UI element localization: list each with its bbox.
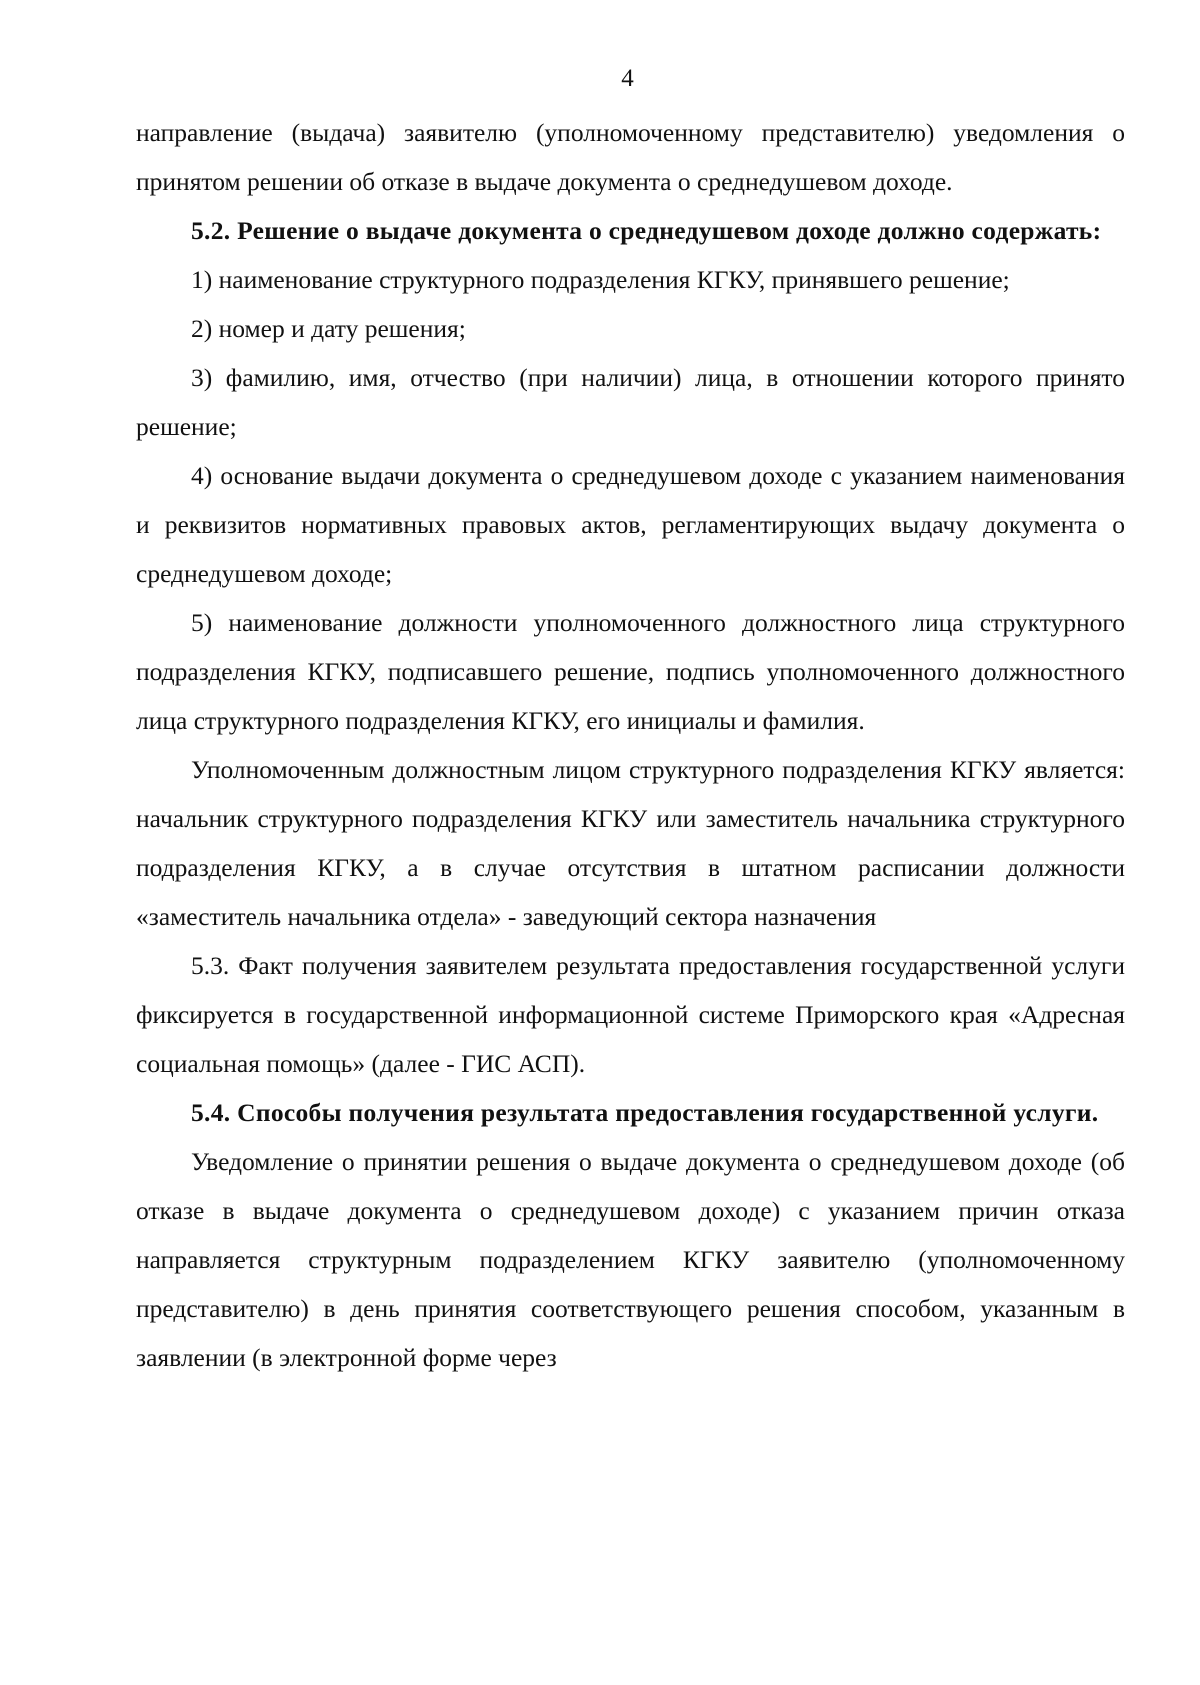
paragraph-5-3: 5.3. Факт получения заявителем результата предоставления государственной услуги фиксируется в государственной информационной системе Приморского края «Адресная социальная помощь» (далее - ГИС АСП). bbox=[136, 951, 1125, 1078]
list-item-3: 3) фамилию, имя, отчество (при наличии) лица, в отношении которого принято решение; bbox=[136, 363, 1125, 441]
page-number: 4 bbox=[621, 65, 634, 92]
list-item-1: 1) наименование структурного подразделения КГКУ, принявшего решение; bbox=[191, 265, 1010, 294]
document-body bbox=[136, 108, 1125, 1382]
list-item-5: 5) наименование должности уполномоченного должностного лица структурного подразделения КГКУ, подписавшего решение, подпись уполномоченного должностного лица структурного подразделения КГКУ, его инициалы и фамилия. bbox=[136, 608, 1125, 735]
paragraph-continuation: направление (выдача) заявителю (уполномоченному представителю) уведомления о принятом решении об отказе в выдаче документа о среднедушевом доходе. bbox=[136, 118, 1125, 196]
paragraph-notification: Уведомление о принятии решения о выдаче документа о среднедушевом доходе (об отказе в выдаче документа о среднедушевом доходе) с указанием причин отказа направляется структурным подразделением КГКУ заявителю (уполномоченному представителю) в день принятия соответствующего решения способом, указанным в заявлении (в электронной форме через bbox=[136, 1147, 1125, 1372]
list-item-4: 4) основание выдачи документа о среднедушевом доходе с указанием наименования и реквизитов нормативных правовых актов, регламентирующих выдачу документа о среднедушевом доходе; bbox=[136, 461, 1125, 588]
paragraph-authorized-official: Уполномоченным должностным лицом структурного подразделения КГКУ является: начальник структурного подразделения КГКУ или заместитель начальника структурного подразделения КГКУ, а в случае отсутствия в штатном расписании должности «заместитель начальника отдела» - заведующий сектора назначения bbox=[136, 755, 1125, 931]
section-heading-5-2: 5.2. Решение о выдаче документа о среднедушевом доходе должно содержать: bbox=[191, 216, 1102, 245]
list-item-2: 2) номер и дату решения; bbox=[191, 314, 466, 343]
section-heading-5-4: 5.4. Способы получения результата предоставления государственной услуги. bbox=[191, 1098, 1099, 1127]
